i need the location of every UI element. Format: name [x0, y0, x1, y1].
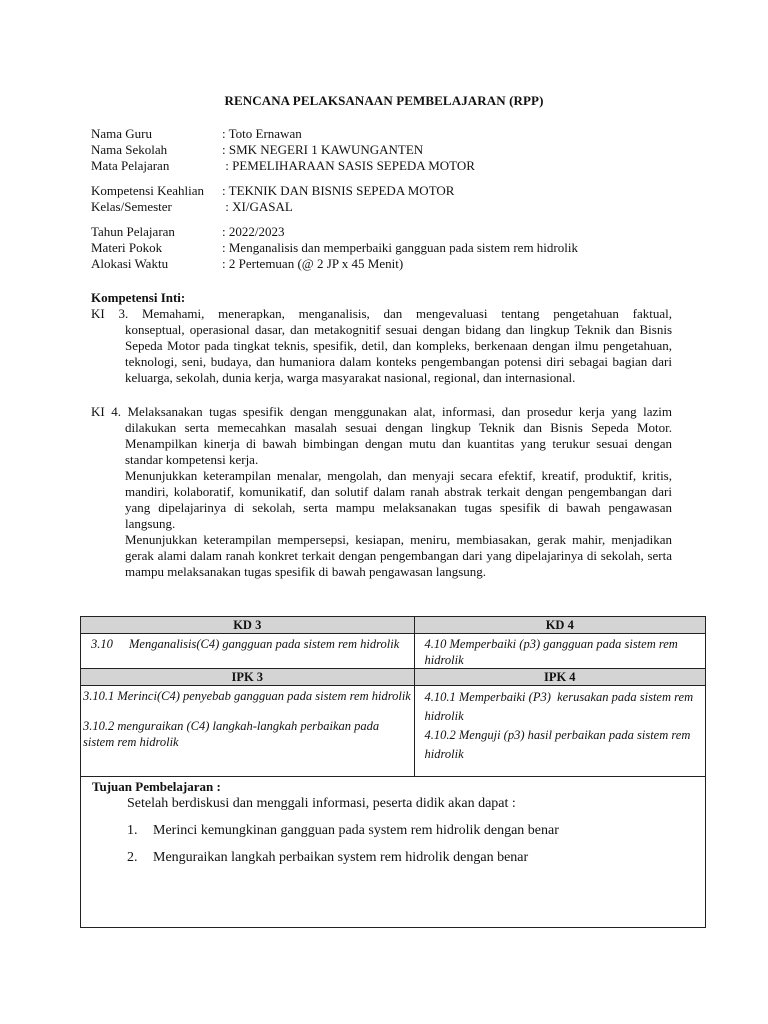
ipk3-cell	[81, 686, 415, 777]
ipk-header-row	[81, 669, 706, 686]
ki3-body: konseptual, operasional dasar, dan metakognitif sesuai dengan bidang dan lingkup Teknik dan Bisnis Sepeda Motor pada tingkat teknis, spesifik, detil, dan kompleks, berkenaan dengan ilmu pengetahuan, teknologi, seni, budaya, dan humaniora dalam konteks pengembangan potensi diri sebagai bagian dari keluarga, sekolah, dunia kerja, warga masyarakat nasional, regional, dan internasional.	[125, 322, 672, 385]
document-title: RENCANA PELAKSANAAN PEMBELAJARAN (RPP)	[224, 93, 544, 108]
ipk3-item: 3.10.1 Merinci(C4) penyebab gangguan pada sistem rem hidrolik	[83, 689, 411, 703]
kd3-cell	[81, 634, 415, 669]
identity-label: Alokasi Waktu	[91, 256, 169, 271]
tujuan-list-item	[127, 850, 528, 866]
ki-heading: Kompetensi Inti:	[91, 290, 186, 305]
identity-label: Nama Guru	[91, 126, 153, 141]
identity-group-1	[91, 126, 475, 174]
identity-value: : Menganalisis dan memperbaiki gangguan pada sistem rem hidrolik	[222, 240, 578, 255]
identity-label: Kelas/Semester	[91, 199, 172, 214]
ki4-paragraph-3: Menunjukkan keterampilan mempersepsi, kesiapan, meniru, membiasakan, gerak mahir, menjadikan gerak alami dalam ranah konkret terkait dengan pengembangan dari yang dipelajarinya di sekolah, serta mampu melaksanakan tugas spesifik di bawah pengawasan langsung.	[125, 532, 672, 579]
ipk4-item: 4.10.1 Memperbaiki (P3) kerusakan pada sistem rem hidrolik	[424, 690, 697, 723]
ki4-block	[91, 404, 672, 580]
kd-ipk-table	[80, 616, 706, 777]
identity-value: : TEKNIK DAN BISNIS SEPEDA MOTOR	[222, 183, 455, 198]
identity-value: : Toto Ernawan	[222, 126, 302, 141]
kd4-cell	[414, 634, 705, 669]
kd-content-row	[81, 634, 706, 669]
ipk-content-row	[81, 686, 706, 777]
ipk4-header: IPK 4	[414, 669, 705, 686]
ki4-paragraph-2: Menunjukkan keterampilan menalar, mengolah, dan menyaji secara efektif, kreatif, produktif, kritis, mandiri, kolaboratif, komunikatif, dan solutif dalam ranah abstrak terkait dengan pengembangan dari yang dipelajarinya di sekolah, serta mampu melaksanakan tugas spesifik di bawah pengawasan langsung.	[125, 468, 672, 531]
identity-label: Tahun Pelajaran	[91, 224, 175, 239]
kd4-header: KD 4	[414, 617, 705, 634]
tujuan-item-number: 1.	[127, 823, 138, 838]
kd4-text: 4.10 Memperbaiki (p3) gangguan pada sistem rem hidrolik	[424, 637, 678, 667]
tujuan-intro: Setelah berdiskusi dan menggali informasi, peserta didik akan dapat :	[127, 796, 516, 811]
tujuan-list-item	[127, 823, 559, 839]
kd3-header: KD 3	[81, 617, 415, 634]
tujuan-heading: Tujuan Pembelajaran :	[92, 779, 221, 794]
ipk3-item: 3.10.2 menguraikan (C4) langkah-langkah perbaikan pada sistem rem hidrolik	[83, 719, 380, 749]
identity-row-nama-sekolah	[91, 142, 475, 158]
identity-value: : 2 Pertemuan (@ 2 JP x 45 Menit)	[222, 256, 404, 271]
tujuan-item-text: Menguraikan langkah perbaikan system rem hidrolik dengan benar	[153, 850, 529, 865]
identity-label: Kompetensi Keahlian	[91, 183, 204, 198]
identity-row-kelas-semester	[91, 199, 454, 215]
tujuan-item-text: Merinci kemungkinan gangguan pada system rem hidrolik dengan benar	[153, 823, 559, 838]
ki3-lead: KI 3. Memahami, menerapkan, menganalisis, dan mengevaluasi tentang pengetahuan faktual,	[91, 306, 672, 321]
identity-group-3	[91, 224, 578, 272]
ki4-paragraph-1: dilakukan serta memecahkan masalah sesuai dengan lingkup Teknik dan Bisnis Sepeda Motor. Menampilkan kinerja di bawah bimbingan dengan mutu dan kuantitas yang terukur sesuai dengan standar kompetensi kerja.	[125, 420, 672, 467]
identity-value: : PEMELIHARAAN SASIS SEPEDA MOTOR	[222, 158, 475, 173]
kd3-text: Menganalisis(C4) gangguan pada sistem rem hidrolik	[129, 637, 400, 651]
identity-group-2	[91, 183, 454, 215]
identity-label: Materi Pokok	[91, 240, 163, 255]
tujuan-item-number: 2.	[127, 850, 138, 865]
identity-row-materi-pokok	[91, 240, 578, 256]
identity-label: Mata Pelajaran	[91, 158, 170, 173]
identity-row-mata-pelajaran	[91, 158, 475, 174]
ipk4-item: 4.10.2 Menguji (p3) hasil perbaikan pada sistem rem hidrolik	[424, 728, 691, 761]
identity-row-tahun-pelajaran	[91, 224, 578, 240]
identity-row-kompetensi-keahlian	[91, 183, 454, 199]
identity-value: : 2022/2023	[222, 224, 285, 239]
ipk4-cell	[414, 686, 705, 777]
identity-value: : XI/GASAL	[222, 199, 293, 214]
ki4-lead: KI 4. Melaksanakan tugas spesifik dengan menggunakan alat, informasi, dan prosedur kerja yang lazim	[91, 404, 672, 419]
tujuan-box	[80, 775, 706, 928]
identity-row-nama-guru	[91, 126, 475, 142]
ki3-block	[91, 306, 672, 386]
ipk3-header: IPK 3	[81, 669, 415, 686]
kd3-number: 3.10	[91, 637, 113, 651]
identity-value: : SMK NEGERI 1 KAWUNGANTEN	[222, 142, 424, 157]
identity-row-alokasi-waktu	[91, 256, 578, 272]
kd-header-row	[81, 617, 706, 634]
identity-label: Nama Sekolah	[91, 142, 168, 157]
